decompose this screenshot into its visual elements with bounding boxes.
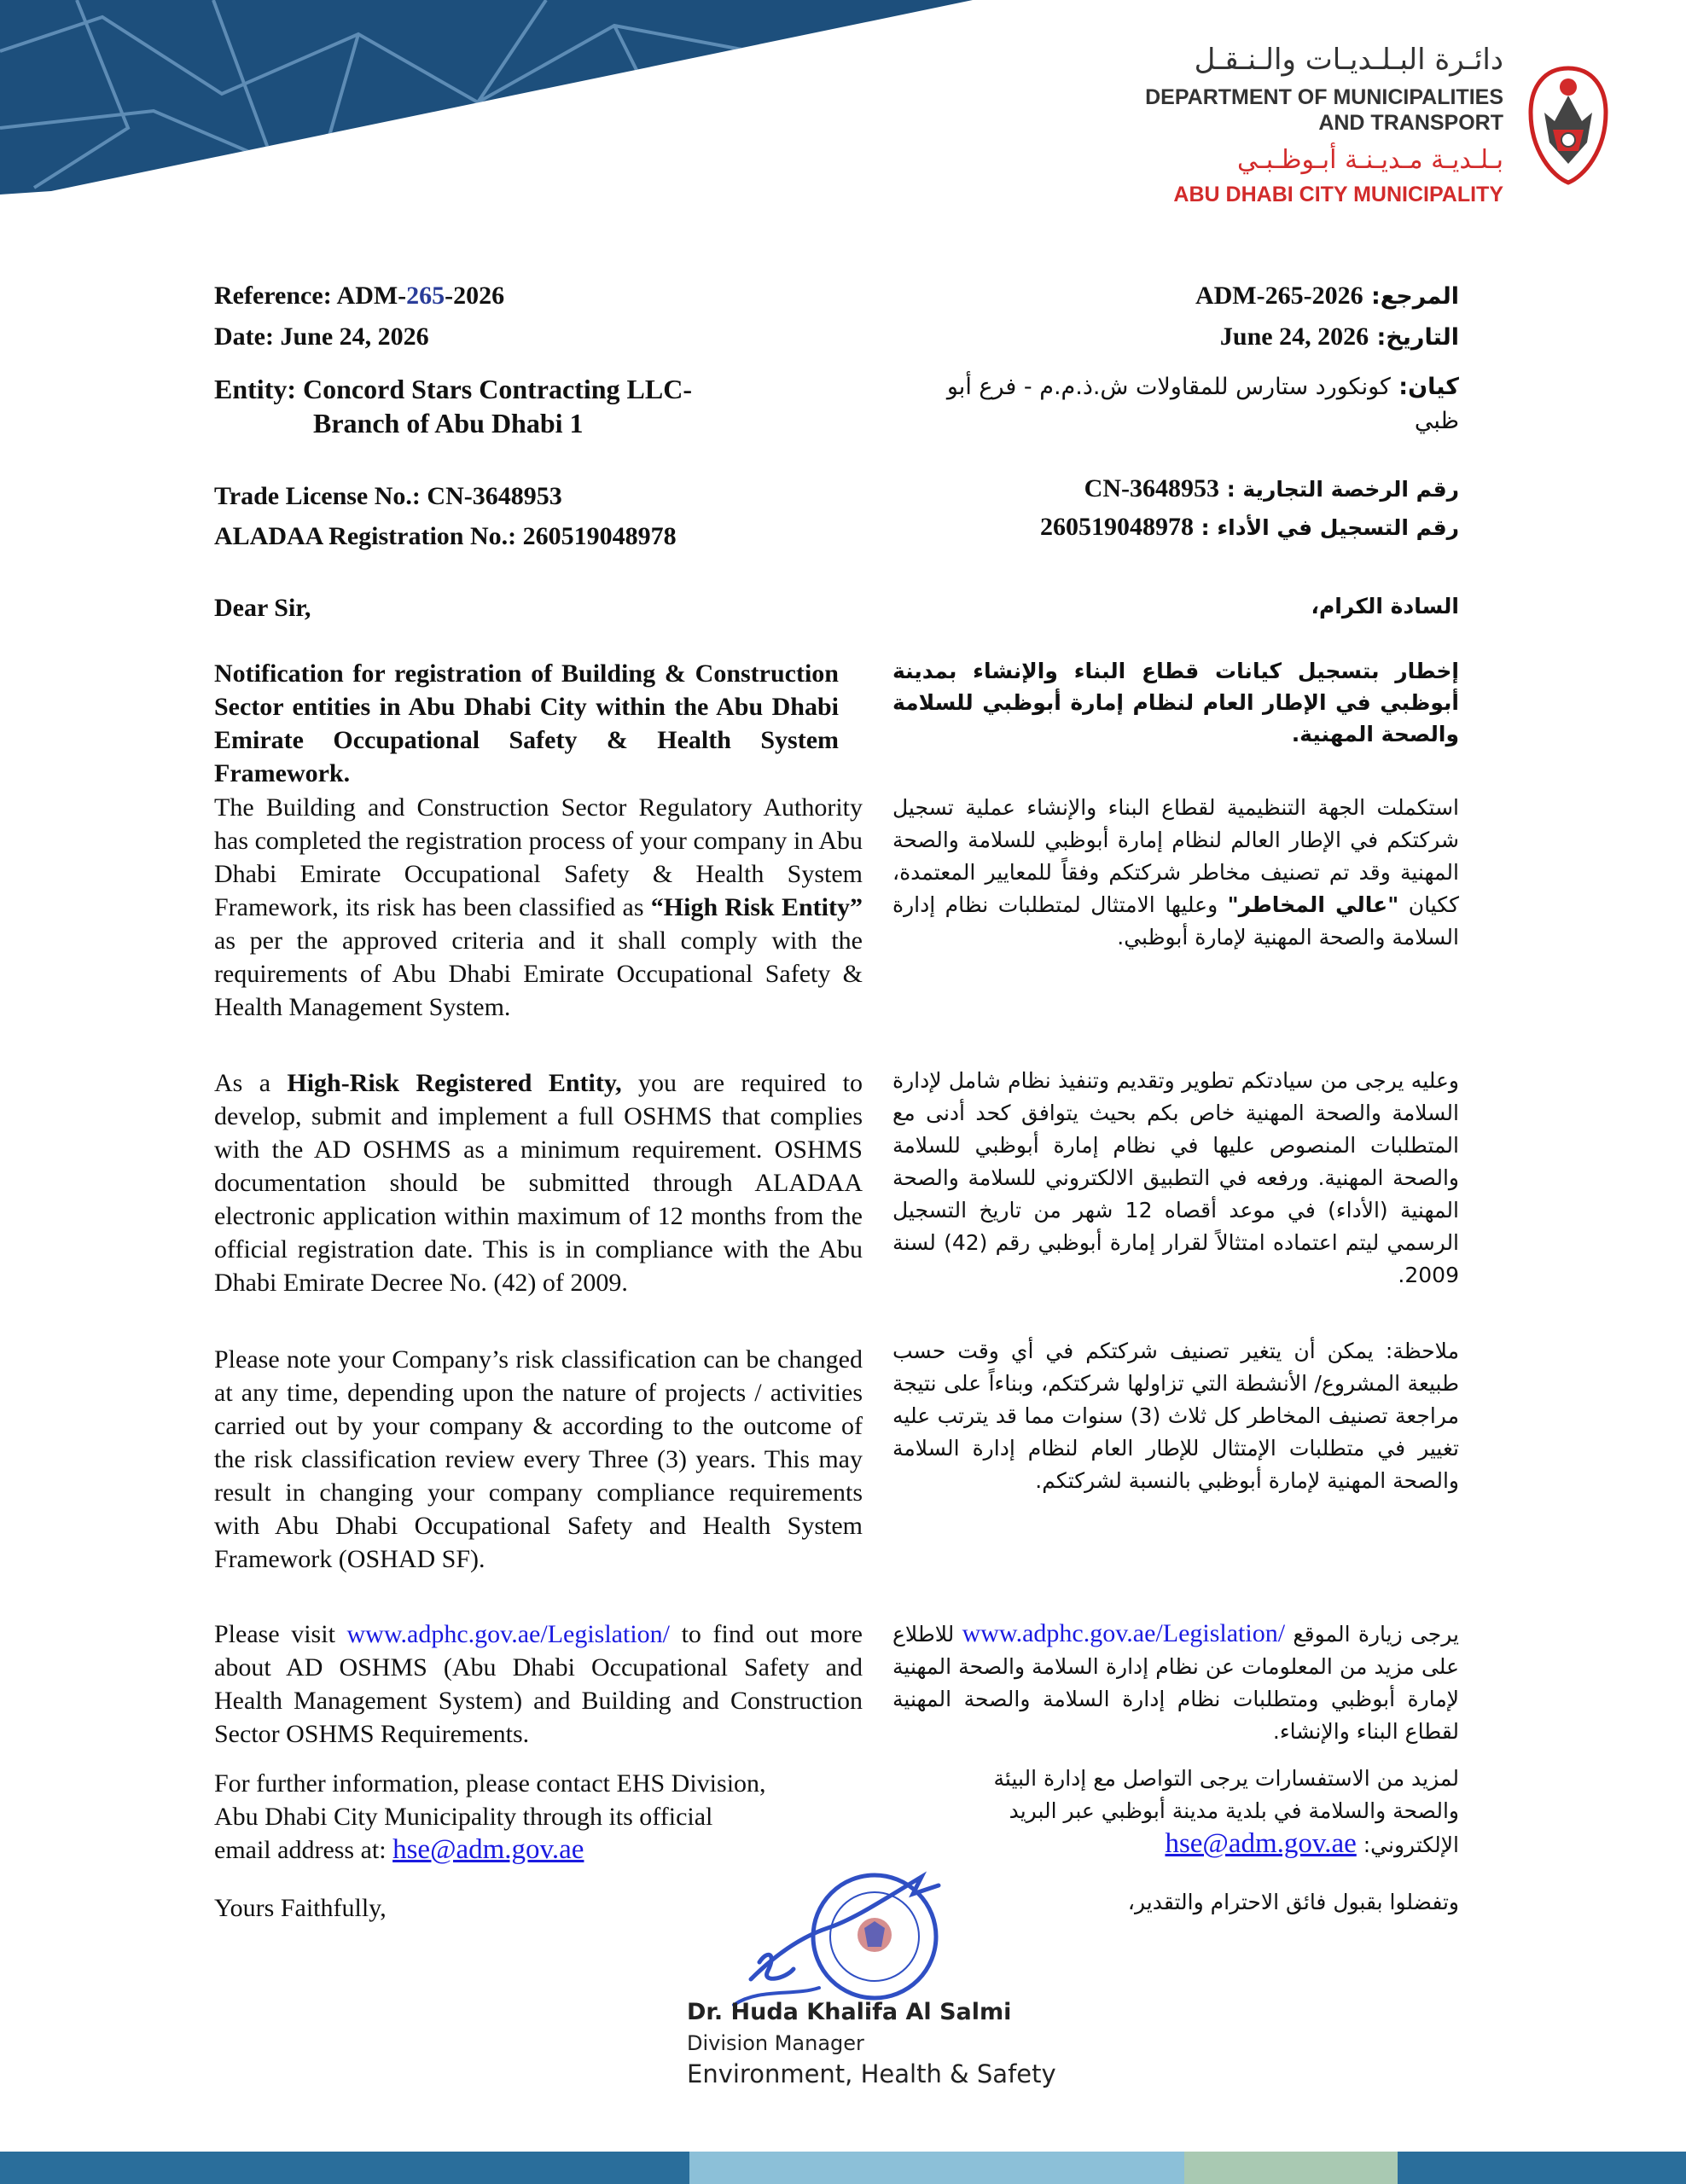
dept-name-en-line2: AND TRANSPORT (1318, 111, 1503, 135)
footer-segment-dark-2 (1398, 2152, 1686, 2184)
signatory-title: Division Manager (687, 2031, 864, 2055)
closing-ar: وتفضلوا بقبول فائق الاحترام والتقدير، (1127, 1890, 1459, 1914)
paragraph-5-en: For further information, please contact EHS Division, Abu Dhabi City Municipality through its official email address at: hse@adm.gov.ae (214, 1769, 766, 1865)
entity-en: Entity: Concord Stars Contracting LLC- (214, 374, 692, 404)
date-en: Date: June 24, 2026 (214, 322, 429, 351)
dept-name-ar: دائـرة البـلـديـات والـنـقـل (1194, 43, 1503, 77)
dept-name-en-line1: DEPARTMENT OF MUNICIPALITIES (1145, 85, 1503, 109)
footer-segment-dark (0, 2152, 689, 2184)
paragraph-3-en: Please note your Company’s risk classification can be changed at any time, depending upon the nature of projects / activities carried out by your company & according to the outcome of the risk classification review every Three (3) years. This may result in changing your company compliance requirements with Abu Dhabi Occupational Safety and Health System Framework (OSHAD SF). (214, 1345, 863, 1573)
trade-license-en: Trade License No.: CN-3648953 (214, 482, 562, 510)
salutation-ar: السادة الكرام، (1311, 594, 1459, 619)
paragraph-4-en: Please visit www.adphc.gov.ae/Legislation/ to find out more about AD OSHMS (Abu Dhabi Occupational Safety and Health Management System) and Building and Construction Sector OSHMS Requirements. (214, 1620, 863, 1748)
email-link-en[interactable]: hse@adm.gov.ae (392, 1834, 584, 1865)
entity-en-line2: Branch of Abu Dhabi 1 (313, 408, 584, 439)
footer-segment-light (689, 2152, 1184, 2184)
legislation-link-ar[interactable]: www.adphc.gov.ae/Legislation/ (962, 1619, 1286, 1647)
reference-en: Reference: ADM-265-2026 (214, 282, 505, 310)
paragraph-4-ar: يرجى زيارة الموقع www.adphc.gov.ae/Legislation/ للاطلاع على مزيد من المعلومات عن نظام إدارة السلامة والصحة المهنية لإمارة أبوظبي ومتطلبات نظام إدارة السلامة والصحة المهنية لقطاع البناء والإنشاء. (892, 1619, 1459, 1744)
signatory-name: Dr. Huda Khalifa Al Salmi (687, 1999, 1012, 2025)
aladaa-registration-ar: رقم التسجيل في الأداء : 260519048978 (1039, 513, 1459, 541)
reference-ar: المرجع: ADM-265-2026 (1195, 282, 1459, 310)
handwritten-signature (683, 1868, 973, 2013)
paragraph-3-ar: ملاحظة: يمكن أن يتغير تصنيف شركتكم في أي وقت حسب طبيعة المشروع/ الأنشطة التي تزاولها شركتكم، وبناءاً على نتيجة مراجعة تصنيف المخاطر كل ثلاث (3) سنوات مما قد يترتب عليه تغيير في متطلبات الإمتثال للإطار العام لنظام إدارة السلامة والصحة المهنية لإمارة أبوظبي بالنسبة لشركتكم. (892, 1339, 1459, 1493)
paragraph-2-ar: وعليه يرجى من سيادتكم تطوير وتقديم وتنفيذ نظام شامل لإدارة السلامة والصحة المهنية خاص بكم بحيث يتوافق كحد أدنى مع المتطلبات المنصوص عليها في نظام إمارة أبوظبي للسلامة والصحة المهنية. ورفعه في التطبيق الالكتروني للسلامة والصحة المهنية (الأداء) في موعد أقصاه 12 شهر من تاريخ التسجيل الرسمي ليتم اعتماده امتثالاً لقرار إمارة أبوظبي رقم (42) لسنة 2009. (892, 1068, 1460, 1287)
date-ar: التاريخ: June 24, 2026 (1219, 322, 1459, 351)
footer-bar (0, 2152, 1686, 2184)
municipality-name-ar: بـلـديـة مـديـنـة أبـوظـبـي (1236, 145, 1503, 175)
corner-decoration (0, 0, 973, 196)
aladaa-registration-en: ALADAA Registration No.: 260519048978 (214, 522, 677, 550)
paragraph-2-en: As a High-Risk Registered Entity, you are required to develop, submit and implement a full OSHMS that complies with the AD OSHMS as a minimum requirement. OSHMS documentation should be submitted through ALADAA electronic application within maximum of 12 months from the official registration date. This is in compliance with the Abu Dhabi Emirate Decree No. (42) of 2009. (214, 1069, 863, 1297)
closing-en: Yours Faithfully, (214, 1894, 387, 1922)
salutation-en: Dear Sir, (214, 594, 311, 622)
subject-en: Notification for registration of Building & Construction Sector entities in Abu Dhabi City within the Abu Dhabi Emirate Occupational Safety & Health System Framework. (214, 659, 839, 787)
trade-license-ar: رقم الرخصة التجارية : CN-3648953 (1084, 474, 1459, 502)
footer-segment-green (1184, 2152, 1398, 2184)
falcon-emblem-icon (1519, 61, 1618, 189)
paragraph-5-ar: لمزيد من الاستفسارات يرجى التواصل مع إدارة البيئة والصحة والسلامة في بلدية مدينة أبوظبي عبر البريد الإلكتروني: hse@adm.gov.ae (993, 1766, 1459, 1859)
paragraph-1-en: The Building and Construction Sector Regulatory Authority has completed the registration process of your company in Abu Dhabi Emirate Occupational Safety & Health System Framework, its risk has been classified as “High Risk Entity” as per the approved criteria and it shall comply with the requirements of Abu Dhabi Emirate Occupational Safety & Health Management System. (214, 793, 863, 1021)
entity-ar: كيان: كونكورد ستارس للمقاولات ش.ذ.م.م - فرع أبو ظبي (946, 374, 1459, 434)
signatory-department: Environment, Health & Safety (687, 2059, 1056, 2088)
municipality-name-en: ABU DHABI CITY MUNICIPALITY (1173, 183, 1503, 206)
email-link-ar[interactable]: hse@adm.gov.ae (1165, 1828, 1357, 1859)
paragraph-1-ar: استكملت الجهة التنظيمية لقطاع البناء والإنشاء عملية تسجيل شركتكم في الإطار العالم لنظام إمارة أبوظبي للسلامة والصحة المهنية وقد تم تصنيف مخاطر شركتكم وفقاً للمعايير المعتمدة، ككيان "عالي المخاطر" وعليها الامتثال لمتطلبات نظام إدارة السلامة والصحة المهنية لإمارة أبوظبي. (892, 795, 1459, 950)
legislation-link-en[interactable]: www.adphc.gov.ae/Legislation/ (346, 1620, 671, 1648)
subject-ar: إخطار بتسجيل كيانات قطاع البناء والإنشاء بمدينة أبوظبي في الإطار العام لنظام إمارة أبوظبي للسلامة والصحة المهنية. (892, 659, 1459, 746)
